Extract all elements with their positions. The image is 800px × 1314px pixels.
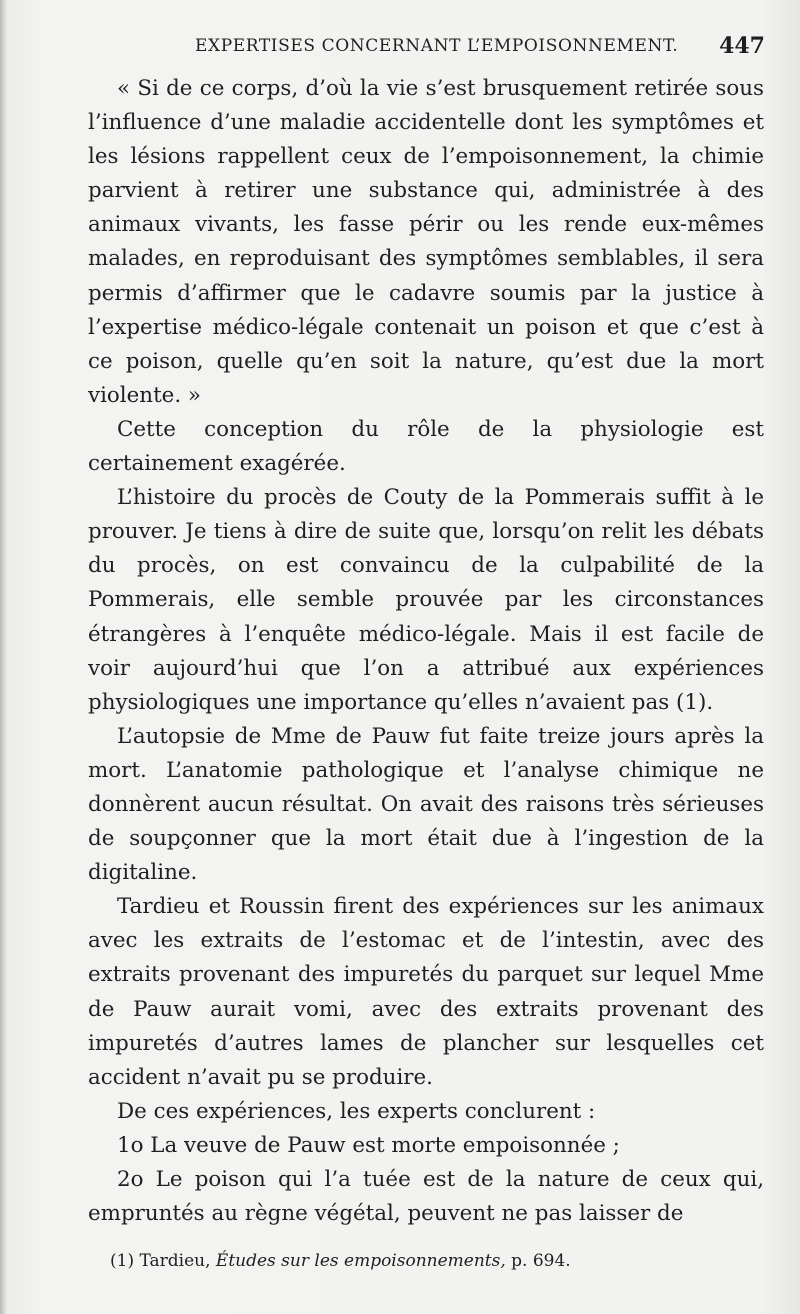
page-header bbox=[195, 33, 765, 64]
body-text bbox=[88, 72, 764, 1231]
footnote-marker: (1) bbox=[110, 1251, 135, 1271]
paragraph-experiments: Tardieu et Roussin firent des expériences sur les animaux avec les extraits de l’estomac et de l’intestin, avec des extraits provenant des impuretés du parquet sur lequel Mme de Pauw aurait vomi, avec des extraits provenant des impuretés d’autres lames de plancher sur lesquelles cet accident n’avait pu se produire. bbox=[88, 894, 764, 1090]
paragraph-conception: Cette conception du rôle de la physiologie est certainement exagérée. bbox=[88, 416, 764, 477]
footnote-page-ref: p. 694. bbox=[511, 1251, 571, 1271]
page-binding-edge bbox=[0, 0, 6, 1314]
paragraph-conclusion-2: 2o Le poison qui l’a tuée est de la nature de ceux qui, empruntés au règne végétal, peuvent ne pas laisser de bbox=[88, 1167, 764, 1227]
paragraph-conclusions-intro: De ces expériences, les experts conclurent : bbox=[117, 1098, 596, 1124]
page-number: 447 bbox=[719, 33, 765, 59]
footnote-work: Études sur les empoisonnements, bbox=[215, 1251, 506, 1271]
paragraph-autopsy: L’autopsie de Mme de Pauw fut faite treize jours après la mort. L’anatomie pathologique et l’analyse chimique ne donnèrent aucun résultat. On avait des raisons très sérieuses de soupçonner que la mort était due à l’ingestion de la digitaline. bbox=[88, 723, 764, 886]
footnote bbox=[110, 1251, 750, 1271]
footnote-author: Tardieu, bbox=[139, 1251, 211, 1271]
paragraph-history: L’histoire du procès de Couty de la Pommerais suffit à le prouver. Je tiens à dire de suite que, lorsqu’on relit les débats du procès, on est convaincu de la culpabilité de la Pommerais, elle semble prouvée par les circonstances étrangères à l’enquête médico-légale. Mais il est facile de voir aujourd’hui que l’on a attribué aux expériences physiologiques une importance qu’elles n’avaient pas (1). bbox=[88, 485, 764, 715]
paragraph-quote: « Si de ce corps, d’où la vie s’est brusquement retirée sous l’influence d’une maladie accidentelle dont les symptômes et les lésions rappellent ceux de l’empoisonnement, la chimie parvient à retirer une substance qui, administrée à des animaux vivants, les fasse périr ou les rende eux-mêmes malades, en reproduisant des symptômes semblables, il sera permis d’affirmer que le cadavre soumis par la justice à l’expertise médico-légale contenait un poison et que c’est à ce poison, quelle qu’en soit la nature, qu’est due la mort violente. » bbox=[88, 76, 764, 408]
running-title: EXPERTISES CONCERNANT L’EMPOISONNEMENT. bbox=[195, 36, 679, 56]
paragraph-conclusion-1: 1o La veuve de Pauw est morte empoisonnée ; bbox=[117, 1132, 620, 1158]
